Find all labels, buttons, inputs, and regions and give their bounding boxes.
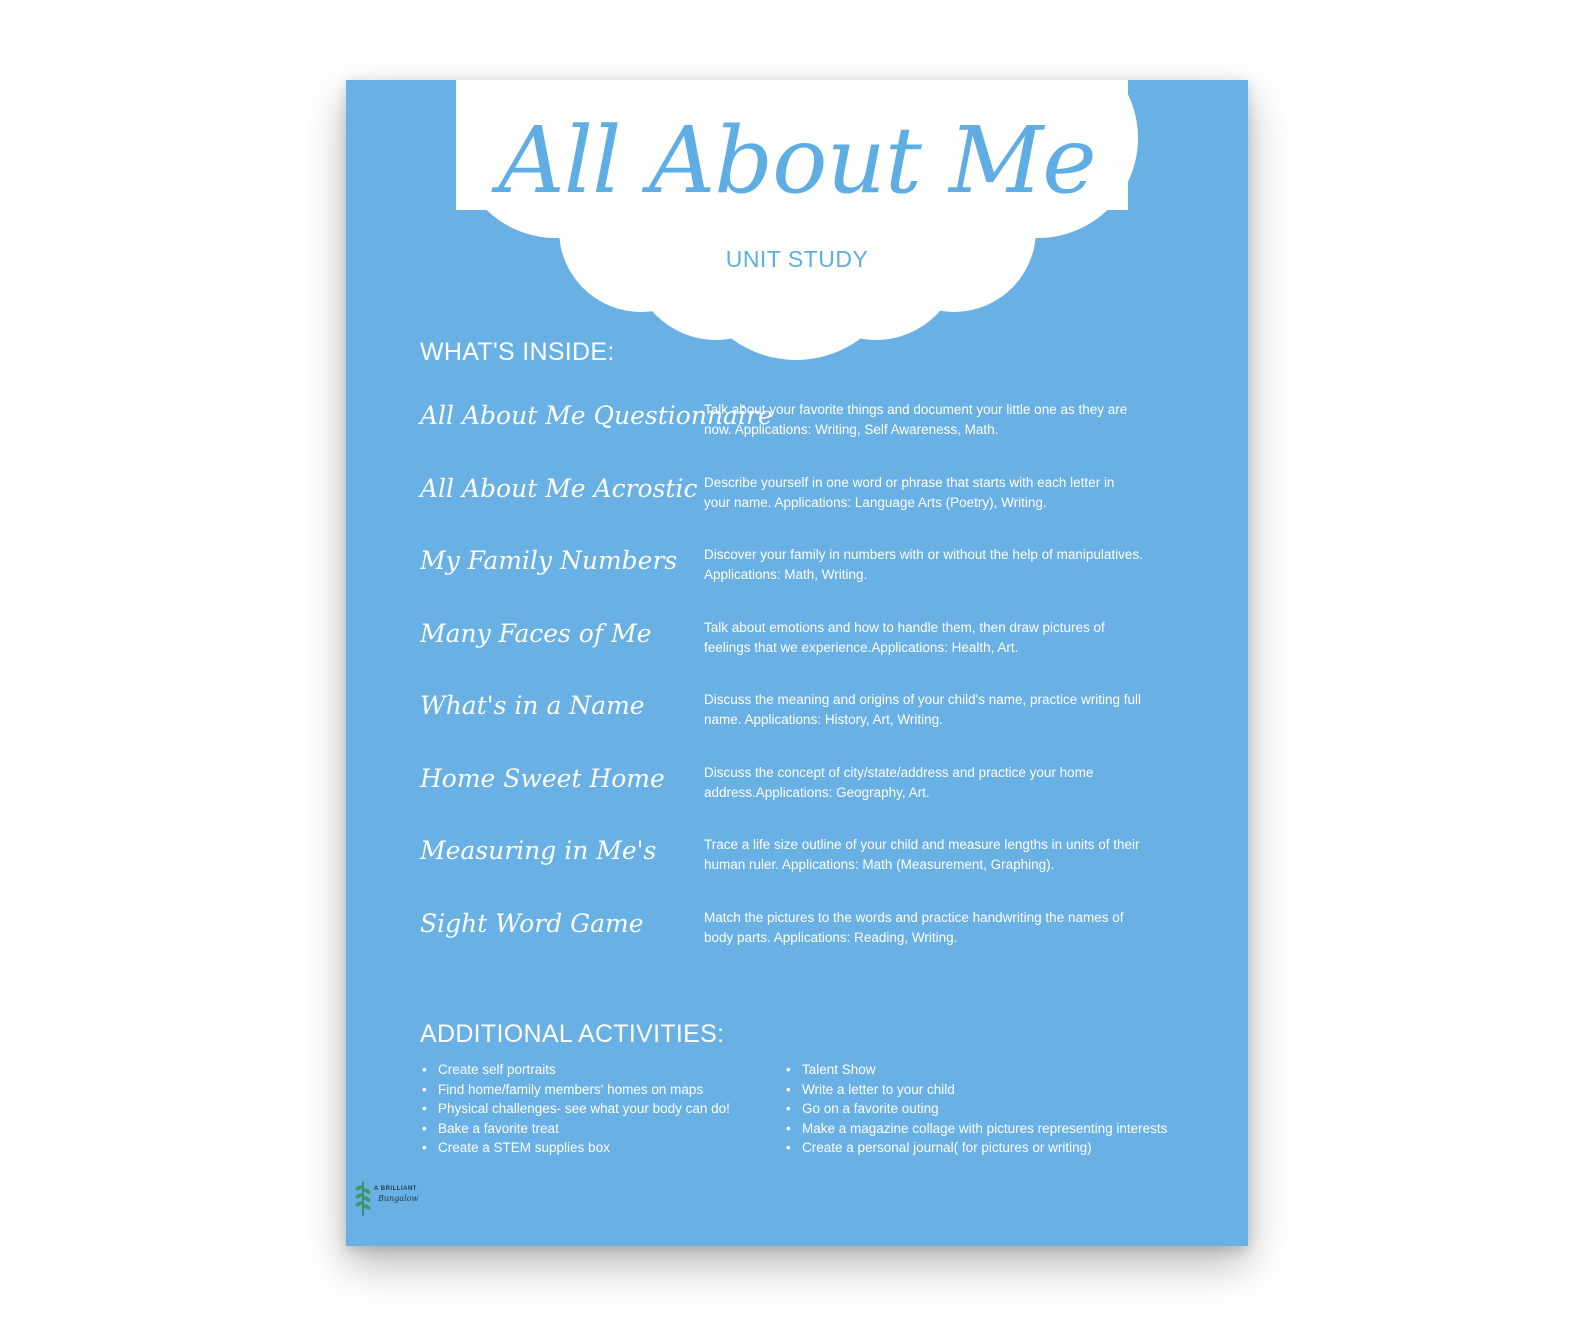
item-title: Many Faces of Me bbox=[420, 618, 652, 648]
logo-line-2: Bungalow bbox=[378, 1194, 419, 1203]
brand-logo bbox=[352, 1178, 422, 1218]
list-item bbox=[420, 616, 1220, 689]
activity-item: • Find home/family members' homes on maps bbox=[420, 1080, 780, 1100]
list-item bbox=[420, 471, 1220, 544]
list-item bbox=[420, 906, 1220, 979]
item-title: Measuring in Me's bbox=[420, 836, 657, 865]
activity-item: • Bake a favorite treat bbox=[420, 1119, 780, 1139]
item-description: Describe yourself in one word or phrase that starts with each letter in your name. Applications: Language Arts (Poetry), Writing. bbox=[704, 474, 1115, 510]
logo-line-1: A BRILLIANT bbox=[374, 1186, 417, 1192]
activity-item: • Create a personal journal( for pictures or writing) bbox=[784, 1138, 1224, 1158]
activity-item: • Create a STEM supplies box bbox=[420, 1138, 780, 1158]
item-description: Match the pictures to the words and practice handwriting the names of body parts. Applications: Reading, Writing. bbox=[704, 909, 1124, 945]
item-title: What's in a Name bbox=[420, 691, 645, 720]
activity-item: • Go on a favorite outing bbox=[784, 1099, 1224, 1119]
page-subtitle: UNIT STUDY bbox=[725, 246, 869, 272]
activity-item: • Create self portraits bbox=[420, 1060, 780, 1080]
item-title: All About Me Questionnaire bbox=[420, 401, 773, 430]
contents-list bbox=[420, 398, 1220, 978]
worksheet-page bbox=[346, 80, 1248, 1246]
activity-item: • Physical challenges- see what your body can do! bbox=[420, 1099, 780, 1119]
list-item bbox=[420, 398, 1220, 471]
list-item bbox=[420, 833, 1220, 906]
list-item bbox=[420, 761, 1220, 834]
page-title: All About Me bbox=[498, 107, 1096, 214]
leaf-sprig-icon bbox=[352, 1178, 374, 1218]
item-description: Talk about your favorite things and document your little one as they are now. Applications: Writing, Self Awareness, Math. bbox=[704, 402, 1128, 437]
item-description: Discover your family in numbers with or without the help of manipulatives. Applications: Math, Writing. bbox=[704, 547, 1143, 582]
item-description: Discuss the meaning and origins of your child's name, practice writing full name. Applications: History, Art, Writing. bbox=[704, 692, 1142, 727]
additional-activities-heading: ADDITIONAL ACTIVITIES: bbox=[420, 1020, 725, 1048]
list-item bbox=[420, 543, 1220, 616]
activities-list-right bbox=[784, 1060, 1224, 1158]
list-item bbox=[420, 688, 1220, 761]
item-description: Trace a life size outline of your child and measure lengths in units of their human ruler. Applications: Math (Measurement, Graphing). bbox=[704, 837, 1140, 872]
item-description: Discuss the concept of city/state/address and practice your home address.Applications: Geography, Art. bbox=[704, 764, 1094, 800]
activities-list-left bbox=[420, 1060, 780, 1158]
item-title: Home Sweet Home bbox=[420, 763, 665, 793]
activity-item: • Make a magazine collage with pictures representing interests bbox=[784, 1119, 1224, 1139]
item-title: All About Me Acrostic bbox=[420, 473, 698, 503]
item-title: My Family Numbers bbox=[420, 546, 678, 575]
whats-inside-heading: WHAT'S INSIDE: bbox=[420, 338, 615, 366]
activity-item: • Talent Show bbox=[784, 1060, 1224, 1080]
activity-item: • Write a letter to your child bbox=[784, 1080, 1224, 1100]
item-description: Talk about emotions and how to handle them, then draw pictures of feelings that we experience.Applications: Health, Art. bbox=[704, 619, 1105, 655]
item-title: Sight Word Game bbox=[420, 908, 644, 938]
